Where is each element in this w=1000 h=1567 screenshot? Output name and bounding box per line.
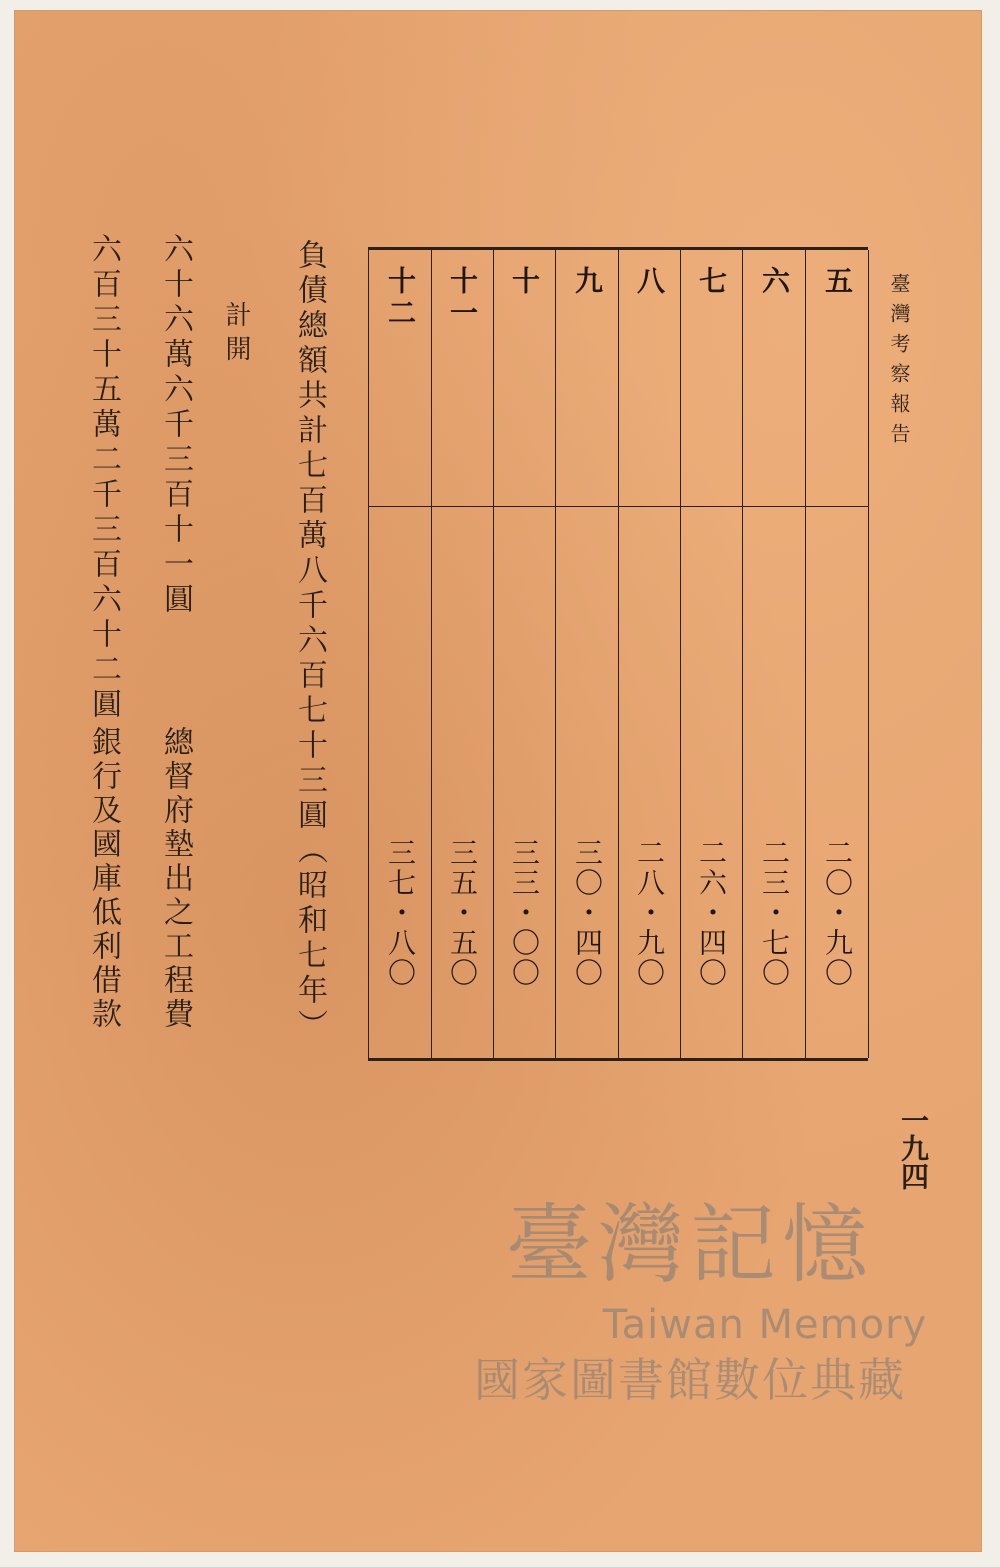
library-watermark (430, 1190, 950, 1410)
item2-description: 銀行及國庫低利借款 (86, 726, 121, 1032)
watermark-title: 臺灣記憶 (506, 1195, 874, 1295)
data-table (368, 247, 868, 1061)
watermark-english: Taiwan Memory (602, 1302, 928, 1348)
column-number: 六 (758, 266, 791, 298)
column-number: 十 (508, 266, 541, 298)
column-value: 三三・〇〇 (508, 838, 541, 988)
debt-total-line: 負債總額共計七百萬八千六百七十三圓（昭和七年） (292, 239, 327, 1044)
item1-description: 總督府墊出之工程費 (158, 726, 193, 1032)
column-value: 二六・四〇 (695, 838, 728, 988)
page-number: 一九四 (897, 1106, 930, 1190)
item1-amount: 六十六萬六千三百十一圓 (158, 233, 193, 618)
column-value: 二三・七〇 (758, 838, 791, 988)
column-value: 三〇・四〇 (571, 838, 604, 988)
table-column (368, 250, 432, 1058)
column-value: 二八・九〇 (633, 838, 666, 988)
column-number: 八 (633, 266, 666, 298)
column-number: 十一 (446, 266, 479, 330)
table-column (493, 250, 556, 1058)
watermark-subtitle: 國家圖書館數位典藏 (474, 1353, 906, 1407)
column-number: 五 (821, 266, 854, 298)
table-column (431, 250, 494, 1058)
column-value: 三五・五〇 (446, 838, 479, 988)
column-value: 三七・八〇 (384, 838, 417, 988)
column-number: 九 (571, 266, 604, 298)
column-value: 二〇・九〇 (821, 838, 854, 988)
table-column (743, 250, 806, 1058)
column-number: 七 (695, 266, 728, 298)
breakdown-label: 計開 (221, 301, 251, 369)
table-column (618, 250, 681, 1058)
running-header: 臺灣考察報告 (887, 273, 911, 453)
table-column (806, 250, 869, 1058)
column-number: 十二 (384, 266, 417, 330)
table-column (556, 250, 619, 1058)
item2-amount: 六百三十五萬二千三百六十二圓 (86, 233, 121, 723)
table-column (680, 250, 743, 1058)
